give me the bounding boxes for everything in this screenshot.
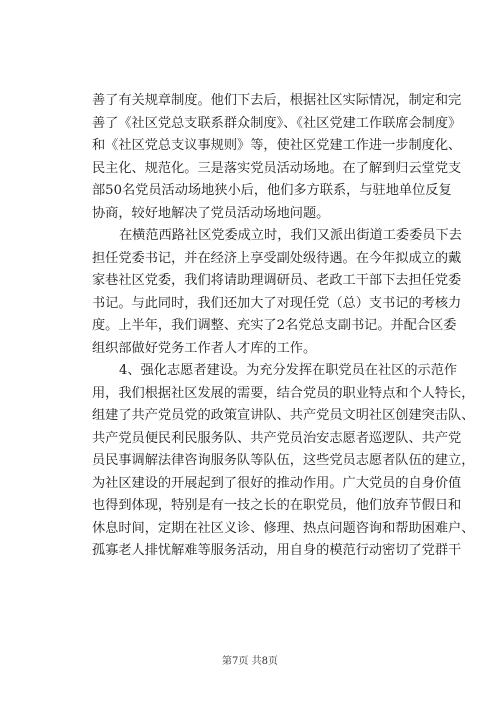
text-line: 孤寡老人排忧解难等服务活动，用自身的模范行动密切了党群干 (92, 543, 462, 558)
text-line: 善了有关规章制度。他们下去后，根据社区实际情况，制定和完 (92, 93, 462, 108)
paragraph-start-line: 在横范西路社区党委成立时，我们又派出街道工委委员下去 (119, 228, 462, 243)
text-line: 度。上半年，我们调整、充实了2名党总支副书记。并配合区委 (92, 318, 457, 333)
text-line: 善了《社区党总支联系群众制度》、《社区党建工作联席会制度》 (92, 115, 462, 131)
text-line: 家巷社区党委，我们将请助理调研员、老政工干部下去担任党委 (92, 273, 462, 288)
text-line: 民主化、规范化。三是落实党员活动场地。在了解到归云堂党支 (92, 160, 462, 176)
text-line: 用，我们根据社区发展的需要，结合党员的职业特点和个人特长， (92, 385, 475, 401)
text-line: 为社区建设的开展起到了很好的推动作用。广大党员的自身价值 (92, 475, 462, 491)
text-line: 休息时间，定期在社区义诊、修理、热点问题咨询和帮助困难户、 (92, 520, 475, 536)
text-line: 共产党员便民利民服务队、共产党员治安志愿者巡逻队、共产党 (92, 430, 462, 446)
text-line: 也得到体现，特别是有一技之长的在职党员，他们放弃节假日和 (92, 498, 462, 513)
paragraph-start-line: 4、强化志愿者建设。为充分发挥在职党员在社区的示范作 (119, 363, 458, 378)
text-line: 组建了共产党员党的政策宣讲队、共产党员文明社区创建突击队、 (92, 408, 475, 423)
page-number-footer: 第7页 共8页 (222, 656, 278, 667)
text-line: 组织部做好党务工作者人才库的工作。 (92, 340, 317, 356)
text-line: 和《社区党总支议事规则》等，使社区党建工作进一步制度化、 (92, 138, 462, 153)
text-line: 员民事调解法律咨询服务队等队伍，这些党员志愿者队伍的建立， (92, 453, 475, 468)
text-line: 担任党委书记，并在经济上享受副处级待遇。在今年拟成立的戴 (92, 250, 462, 266)
text-line: 书记。与此同时，我们还加大了对现任党（总）支书记的考核力 (92, 295, 462, 311)
text-line: 协商，较好地解决了党员活动场地问题。 (92, 205, 330, 221)
body-text (92, 90, 475, 563)
text-line: 部50名党员活动场地狭小后，他们多方联系，与驻地单位反复 (92, 183, 452, 198)
